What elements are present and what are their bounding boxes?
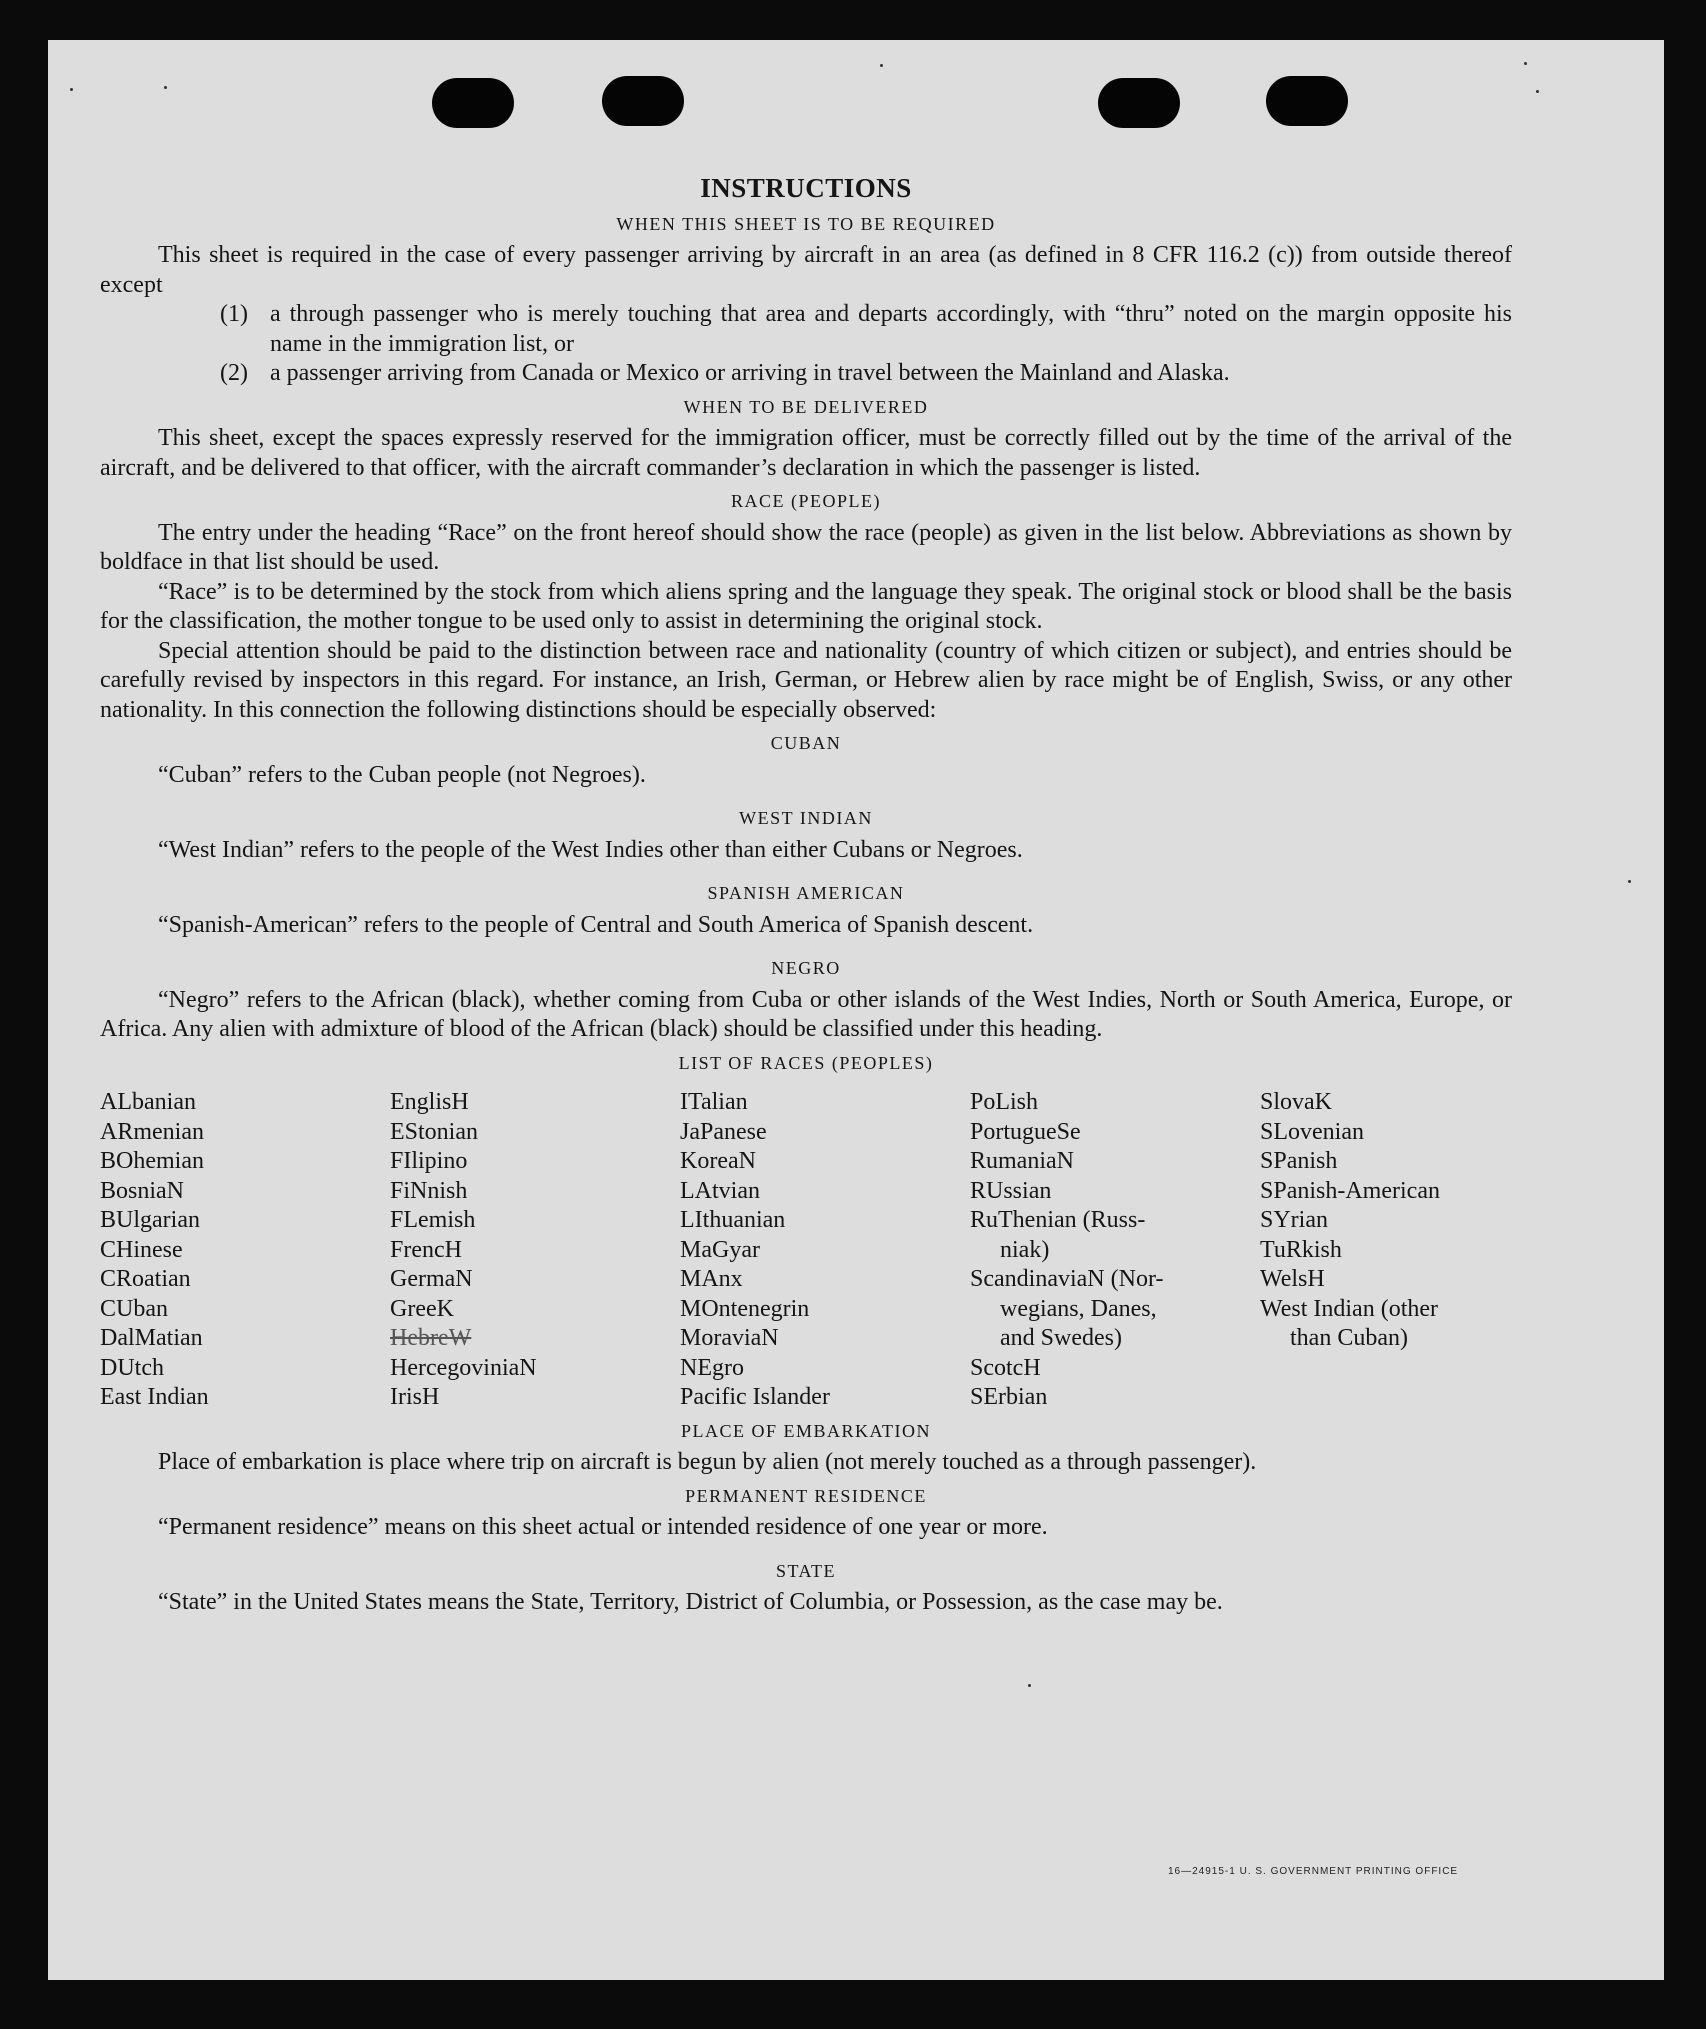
race-entry: HercegoviniaN — [390, 1354, 537, 1381]
races-list — [100, 1088, 1512, 1413]
embarkation-text: Place of embarkation is place where trip on aircraft is begun by alien (not merely touched as a through passenger). — [158, 1449, 1257, 1475]
document-sheet — [48, 40, 1664, 1980]
race-entry: SLovenian — [1260, 1118, 1364, 1145]
race-entry-continued: wegians, Danes, — [1000, 1295, 1157, 1322]
race-entry: SErbian — [970, 1384, 1048, 1410]
race-entry: East Indian — [100, 1384, 209, 1410]
race-entry: IrisH — [390, 1384, 440, 1410]
race-entry: ITalian — [680, 1089, 748, 1115]
race-entry: PortugueSe — [970, 1118, 1081, 1145]
exception-number: (2) — [220, 360, 248, 386]
punch-hole — [1266, 76, 1348, 126]
spanish-american-text: “Spanish-American” refers to the people of Central and South America of Spanish descent. — [158, 911, 1034, 938]
state-text: “State” in the United States means the State, Territory, District of Columbia, or Possession, as the case may be. — [158, 1589, 1223, 1615]
printing-office-code: 16—24915-1 U. S. GOVERNMENT PRINTING OFFICE — [1168, 1866, 1459, 1877]
races-column — [1260, 1088, 1510, 1413]
speck — [70, 88, 73, 91]
race-entry-continued: niak) — [1000, 1236, 1050, 1263]
race-entry: KoreaN — [680, 1148, 756, 1174]
punch-hole — [1098, 78, 1180, 128]
section-heading-embarkation: PLACE OF EMBARKATION — [680, 1420, 932, 1441]
race-entry: West Indian (other — [1260, 1295, 1439, 1322]
race-entry: SPanish — [1260, 1148, 1338, 1174]
speck — [1028, 1684, 1031, 1687]
west-indian-text: “West Indian” refers to the people of the West Indies other than either Cubans or Negroes. — [158, 836, 1023, 863]
section-heading-races-list: LIST OF RACES (PEOPLES) — [678, 1052, 934, 1073]
exception-number: (1) — [220, 301, 248, 327]
section-heading-when-delivered: WHEN TO BE DELIVERED — [683, 396, 929, 417]
race-entry: RUssian — [970, 1177, 1052, 1204]
race-paragraph-1: The entry under the heading “Race” on the front hereof should show the race (people) as given in the list below. Abbreviations as shown by boldface in that list should be used. — [100, 519, 1512, 575]
races-column — [680, 1088, 970, 1413]
exception-item — [100, 300, 1512, 359]
race-entry: PoLish — [970, 1089, 1039, 1115]
race-entry: ALbanian — [100, 1089, 196, 1115]
race-entry: MoraviaN — [680, 1325, 779, 1351]
race-entry: GermaN — [390, 1266, 473, 1292]
negro-text: “Negro” refers to the African (black), whether coming from Cuba or other islands of the West Indies, North or South America, Europe, or Africa. Any alien with admixture of blood of the African (black) should be classified under this heading. — [100, 986, 1512, 1042]
race-entry: CHinese — [100, 1236, 183, 1263]
race-entry: SlovaK — [1260, 1089, 1332, 1115]
section-heading-residence: PERMANENT RESIDENCE — [685, 1485, 927, 1506]
race-entry: CUban — [100, 1295, 168, 1322]
cuban-text: “Cuban” refers to the Cuban people (not Negroes). — [158, 761, 646, 788]
race-entry: RumaniaN — [970, 1148, 1074, 1174]
race-entry: LAtvian — [680, 1177, 760, 1204]
race-entry: RuThenian (Russ- — [970, 1207, 1146, 1233]
race-entry: FLemish — [390, 1207, 476, 1233]
race-entry: BOhemian — [100, 1148, 204, 1174]
punch-hole — [432, 78, 514, 128]
race-entry: FIlipino — [390, 1148, 468, 1174]
section-heading-race: RACE (PEOPLE) — [731, 491, 881, 511]
speck — [1536, 90, 1539, 93]
section-heading-state: STATE — [775, 1560, 837, 1581]
race-entry: MaGyar — [680, 1236, 760, 1263]
race-entry: MOntenegrin — [680, 1295, 810, 1322]
race-entry: Pacific Islander — [680, 1384, 830, 1410]
race-entry: NEgro — [680, 1354, 744, 1381]
when-delivered-text: This sheet, except the spaces expressly reserved for the immigration officer, must be correctly filled out by the time of the arrival of the aircraft, and be delivered to that officer, with the aircraft commander’s declaration in which the passenger is listed. — [100, 425, 1512, 481]
race-entry: WelsH — [1260, 1266, 1325, 1292]
when-required-intro: This sheet is required in the case of every passenger arriving by aircraft in an area (as defined in 8 CFR 116.2 (c)) from outside thereof except — [100, 242, 1512, 298]
races-column — [100, 1088, 390, 1413]
race-entry-struck: HebreW — [390, 1325, 472, 1351]
race-entry: DUtch — [100, 1354, 164, 1381]
race-entry: EStonian — [390, 1118, 478, 1145]
speck — [164, 86, 167, 89]
race-entry: ScandinaviaN (Nor- — [970, 1266, 1164, 1292]
race-entry: ScotcH — [970, 1354, 1041, 1381]
page-title: INSTRUCTIONS — [700, 173, 912, 203]
punch-hole — [602, 76, 684, 126]
race-entry: LIthuanian — [680, 1207, 786, 1233]
races-column — [390, 1088, 680, 1413]
race-entry: GreeK — [390, 1295, 454, 1322]
race-entry: ARmenian — [100, 1118, 204, 1145]
race-entry: BUlgarian — [100, 1207, 200, 1233]
speck — [880, 64, 883, 67]
section-heading-west-indian: WEST INDIAN — [739, 808, 873, 828]
speck — [1524, 62, 1527, 65]
race-entry: BosniaN — [100, 1177, 184, 1204]
section-heading-cuban: CUBAN — [770, 733, 842, 753]
exception-item — [100, 359, 1512, 389]
residence-text: “Permanent residence” means on this sheet actual or intended residence of one year or more. — [158, 1514, 1048, 1540]
race-entry: CRoatian — [100, 1266, 191, 1292]
race-entry: DalMatian — [100, 1325, 203, 1351]
section-heading-spanish-american: SPANISH AMERICAN — [707, 883, 905, 903]
race-paragraph-3: Special attention should be paid to the distinction between race and nationality (country of which citizen or subject), and entries should be carefully revised by inspectors in this regard. For instance, an Irish, German, or Hebrew alien by race might be of English, Swiss, or any other nationality. In this connection the following distinctions should be especially observed: — [100, 637, 1512, 723]
race-entry: MAnx — [680, 1266, 743, 1292]
race-entry: JaPanese — [680, 1118, 767, 1145]
race-entry-continued: and Swedes) — [1000, 1325, 1122, 1351]
race-entry: SPanish-American — [1260, 1177, 1440, 1204]
instructions-content — [100, 174, 1512, 1618]
race-entry: TuRkish — [1260, 1236, 1342, 1263]
section-heading-negro: NEGRO — [771, 958, 841, 978]
races-column — [970, 1088, 1260, 1413]
race-paragraph-2: “Race” is to be determined by the stock from which aliens spring and the language they speak. The original stock or blood shall be the basis for the classification, the mother tongue to be used only to assist in determining the original stock. — [100, 578, 1512, 634]
race-entry: FrencH — [390, 1236, 462, 1263]
race-entry: FiNnish — [390, 1177, 468, 1204]
race-entry: EnglisH — [390, 1089, 469, 1115]
race-entry: SYrian — [1260, 1207, 1328, 1233]
exception-text: a passenger arriving from Canada or Mexico or arriving in travel between the Mainland and Alaska. — [270, 360, 1230, 386]
section-heading-when-required: WHEN THIS SHEET IS TO BE REQUIRED — [616, 213, 996, 234]
race-entry-continued: than Cuban) — [1290, 1325, 1408, 1351]
exception-text: a through passenger who is merely touching that area and departs accordingly, with “thru” noted on the margin opposite his name in the immigration list, or — [270, 301, 1512, 357]
speck — [1628, 880, 1631, 883]
